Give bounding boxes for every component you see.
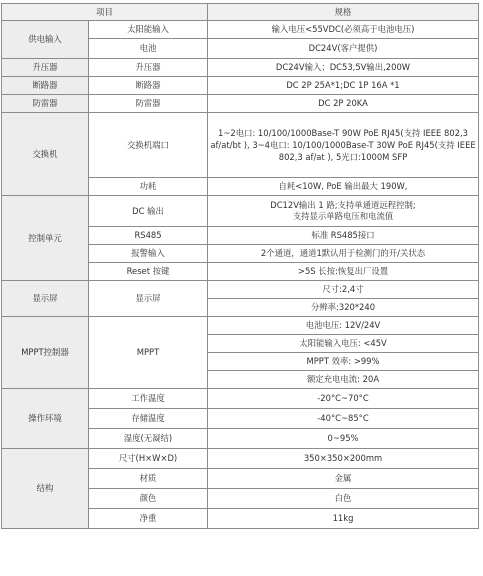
category-cell: 供电输入 bbox=[2, 21, 89, 59]
subitem-cell: 湿度(无凝结) bbox=[89, 429, 208, 449]
value-cell: 0~95% bbox=[208, 429, 479, 449]
subitem-cell: 报警输入 bbox=[89, 245, 208, 263]
table-row bbox=[2, 281, 479, 299]
subitem-cell: 工作温度 bbox=[89, 389, 208, 409]
category-cell: MPPT控制器 bbox=[2, 317, 89, 389]
value-cell: 输入电压<55VDC(必须高于电池电压) bbox=[208, 21, 479, 39]
value-cell bbox=[208, 196, 479, 227]
subitem-cell: RS485 bbox=[89, 227, 208, 245]
table-row bbox=[2, 113, 479, 178]
subitem-cell: MPPT bbox=[89, 317, 208, 389]
subitem-cell: 功耗 bbox=[89, 178, 208, 196]
table-row bbox=[2, 449, 479, 469]
value-cell: 1~2电口: 10/100/1000Base-T 90W PoE RJ45(支持 IEEE 802,3 af/at/bt ), 3~4电口: 10/100/1000Base-T 30W PoE RJ45(支持 IEEE 802,3 af/at ), 5光口:1000M SFP bbox=[208, 113, 479, 178]
value-cell: DC24V(客户提供) bbox=[208, 39, 479, 59]
subitem-cell: 尺寸(H×W×D) bbox=[89, 449, 208, 469]
value-cell: 350×350×200mm bbox=[208, 449, 479, 469]
subitem-cell: 净重 bbox=[89, 509, 208, 529]
value-cell: 分辨率:320*240 bbox=[208, 299, 479, 317]
subitem-cell: 材质 bbox=[89, 469, 208, 489]
table-row bbox=[2, 389, 479, 409]
subitem-cell: DC 输出 bbox=[89, 196, 208, 227]
value-cell: -20°C~70°C bbox=[208, 389, 479, 409]
value-cell: 电池电压: 12V/24V bbox=[208, 317, 479, 335]
value-cell: MPPT 效率: >99% bbox=[208, 353, 479, 371]
subitem-cell: 电池 bbox=[89, 39, 208, 59]
header-spec: 规格 bbox=[208, 4, 479, 21]
table-row bbox=[2, 21, 479, 39]
category-cell: 防雷器 bbox=[2, 95, 89, 113]
category-cell: 升压器 bbox=[2, 59, 89, 77]
value-cell: 标准 RS485接口 bbox=[208, 227, 479, 245]
category-cell: 交换机 bbox=[2, 113, 89, 196]
value-line: DC12V输出 1 路;支持单通道远程控制; bbox=[270, 200, 416, 211]
value-cell: 金属 bbox=[208, 469, 479, 489]
table-row bbox=[2, 317, 479, 335]
value-cell: 自耗<10W, PoE 输出最大 190W, bbox=[208, 178, 479, 196]
subitem-cell: 断路器 bbox=[89, 77, 208, 95]
category-cell: 控制单元 bbox=[2, 196, 89, 281]
header-row bbox=[2, 4, 479, 21]
category-cell: 操作环境 bbox=[2, 389, 89, 449]
value-cell: DC 2P 20KA bbox=[208, 95, 479, 113]
table-row bbox=[2, 196, 479, 227]
subitem-cell: 防雷器 bbox=[89, 95, 208, 113]
subitem-cell: 交换机端口 bbox=[89, 113, 208, 178]
value-cell: 白色 bbox=[208, 489, 479, 509]
subitem-cell: 升压器 bbox=[89, 59, 208, 77]
value-cell: 太阳能输入电压: <45V bbox=[208, 335, 479, 353]
subitem-cell: 显示屏 bbox=[89, 281, 208, 317]
value-cell: 11kg bbox=[208, 509, 479, 529]
value-cell: 尺寸:2,4寸 bbox=[208, 281, 479, 299]
value-cell: 2个通道，通道1默认用于检测门的开/关状态 bbox=[208, 245, 479, 263]
table-row bbox=[2, 59, 479, 77]
table-row bbox=[2, 95, 479, 113]
spec-table bbox=[1, 3, 479, 529]
value-cell: DC 2P 25A*1;DC 1P 16A *1 bbox=[208, 77, 479, 95]
subitem-cell: Reset 按键 bbox=[89, 263, 208, 281]
value-cell: 额定充电电流: 20A bbox=[208, 371, 479, 389]
value-line: 支持显示单路电压和电流值 bbox=[292, 211, 394, 221]
category-cell: 显示屏 bbox=[2, 281, 89, 317]
subitem-cell: 颜色 bbox=[89, 489, 208, 509]
subitem-cell: 太阳能输入 bbox=[89, 21, 208, 39]
category-cell: 结构 bbox=[2, 449, 89, 529]
table-row bbox=[2, 77, 479, 95]
value-cell: >5S 长按:恢复出厂设置 bbox=[208, 263, 479, 281]
value-cell: DC24V输入；DC53,5V输出,200W bbox=[208, 59, 479, 77]
header-item: 项目 bbox=[2, 4, 208, 21]
category-cell: 断路器 bbox=[2, 77, 89, 95]
value-cell: -40°C~85°C bbox=[208, 409, 479, 429]
subitem-cell: 存储温度 bbox=[89, 409, 208, 429]
